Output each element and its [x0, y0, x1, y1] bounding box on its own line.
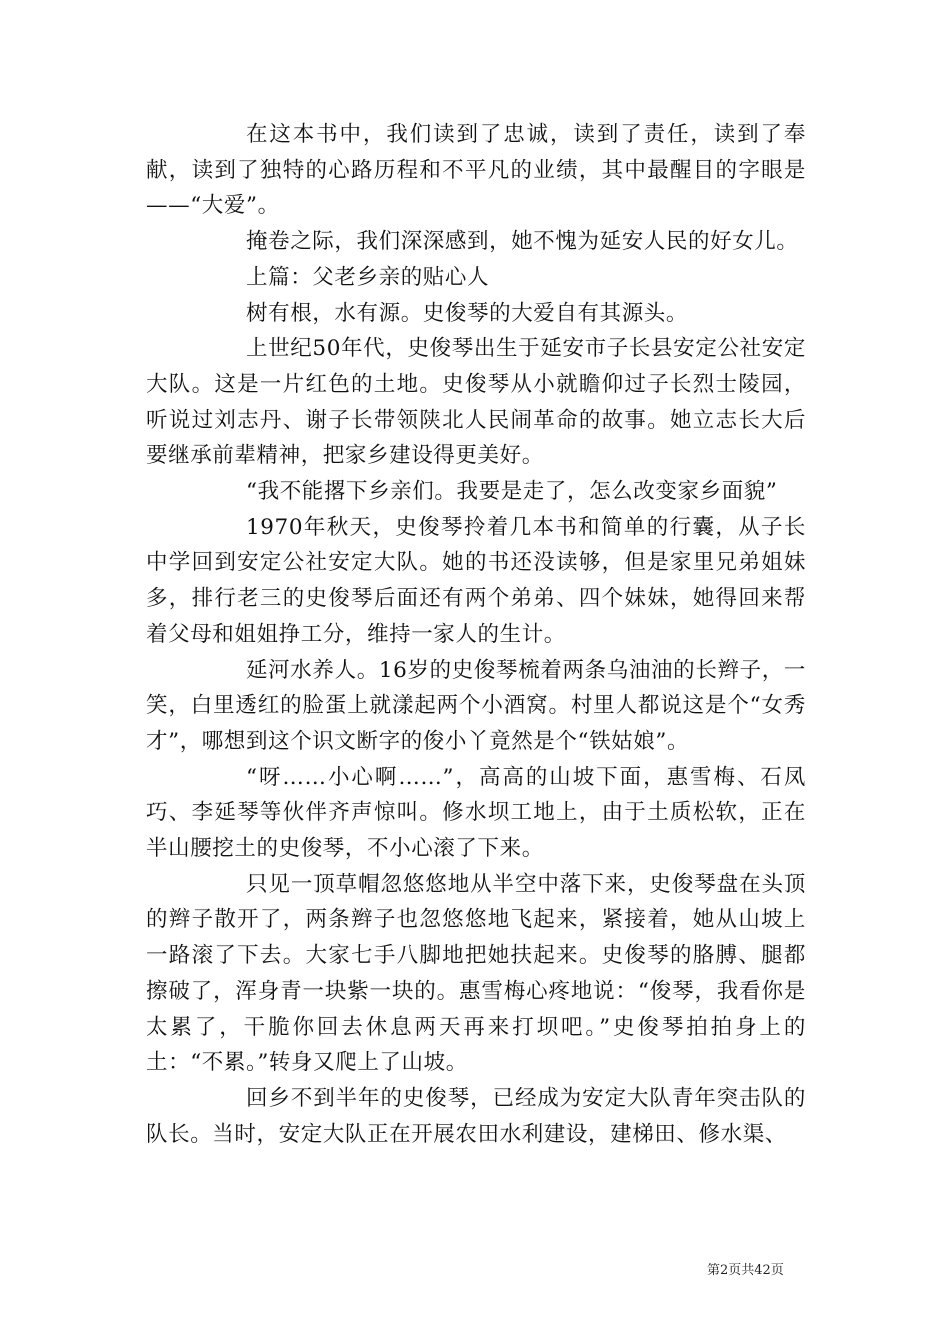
paragraph-team-leader: 回乡不到半年的史俊琴，已经成为安定大队青年突击队的队长。当时，安定大队正在开展农田水利建设，建梯田、修水渠、: [146, 1085, 806, 1147]
paragraph-birthplace: 上世纪50年代，史俊琴出生于延安市子长县安定公社安定大队。这是一片红色的土地。史俊琴从小就瞻仰过子长烈士陵园，听说过刘志丹、谢子长带领陕北人民闹革命的故事。她立志长大后要继承前辈精神，把家乡建设得更美好。: [146, 336, 806, 469]
section-heading: 上篇：父老乡亲的贴心人: [246, 264, 490, 290]
paragraph-rolling-down: 只见一顶草帽忽悠悠地从半空中落下来，史俊琴盘在头顶的辫子散开了，两条辫子也忽悠悠地飞起来，紧接着，她从山坡上一路滚了下去。大家七手八脚地把她扶起来。史俊琴的胳膊、腿都擦破了，浑身青一块紫一块的。惠雪梅心疼地说：“俊琴，我看你是太累了，干脆你回去休息两天再来打坝吧。”史俊琴拍拍身上的土：“不累。”转身又爬上了山坡。: [146, 871, 806, 1076]
paragraph-reading-summary: 在这本书中，我们读到了忠诚，读到了责任，读到了奉献，读到了独特的心路历程和不平凡的业绩，其中最醒目的字眼是——“大爱”。: [146, 122, 806, 219]
document-body: [146, 117, 806, 1152]
paragraph-dam-accident: “呀……小心啊……”，高高的山坡下面，惠雪梅、石凤巧、李延琴等伙伴齐声惊叫。修水坝工地上，由于土质松软，正在半山腰挖土的史俊琴，不小心滚了下来。: [146, 764, 806, 862]
paragraph-closing-remark: 掩卷之际，我们深深感到，她不愧为延安人民的好女儿。: [246, 229, 799, 255]
paragraph-quote-heading: “我不能撂下乡亲们。我要是走了，怎么改变家乡面貌”: [246, 479, 778, 505]
paragraph-iron-girl: 延河水养人。16岁的史俊琴梳着两条乌油油的长辫子，一笑，白里透红的脸蛋上就漾起两个小酒窝。村里人都说这是个“女秀才”，哪想到这个识文断字的俊小丫竟然是个“铁姑娘”。: [146, 657, 806, 754]
paragraph-return-home: 1970年秋天，史俊琴拎着几本书和简单的行囊，从子长中学回到安定公社安定大队。她的书还没读够，但是家里兄弟姐妹多，排行老三的史俊琴后面还有两个弟弟、四个妹妹，她得回来帮着父母和姐姐挣工分，维持一家人的生计。: [146, 514, 806, 647]
paragraph-roots: 树有根，水有源。史俊琴的大爱自有其源头。: [246, 300, 689, 326]
page-number: 第2页共42页: [707, 1263, 784, 1278]
